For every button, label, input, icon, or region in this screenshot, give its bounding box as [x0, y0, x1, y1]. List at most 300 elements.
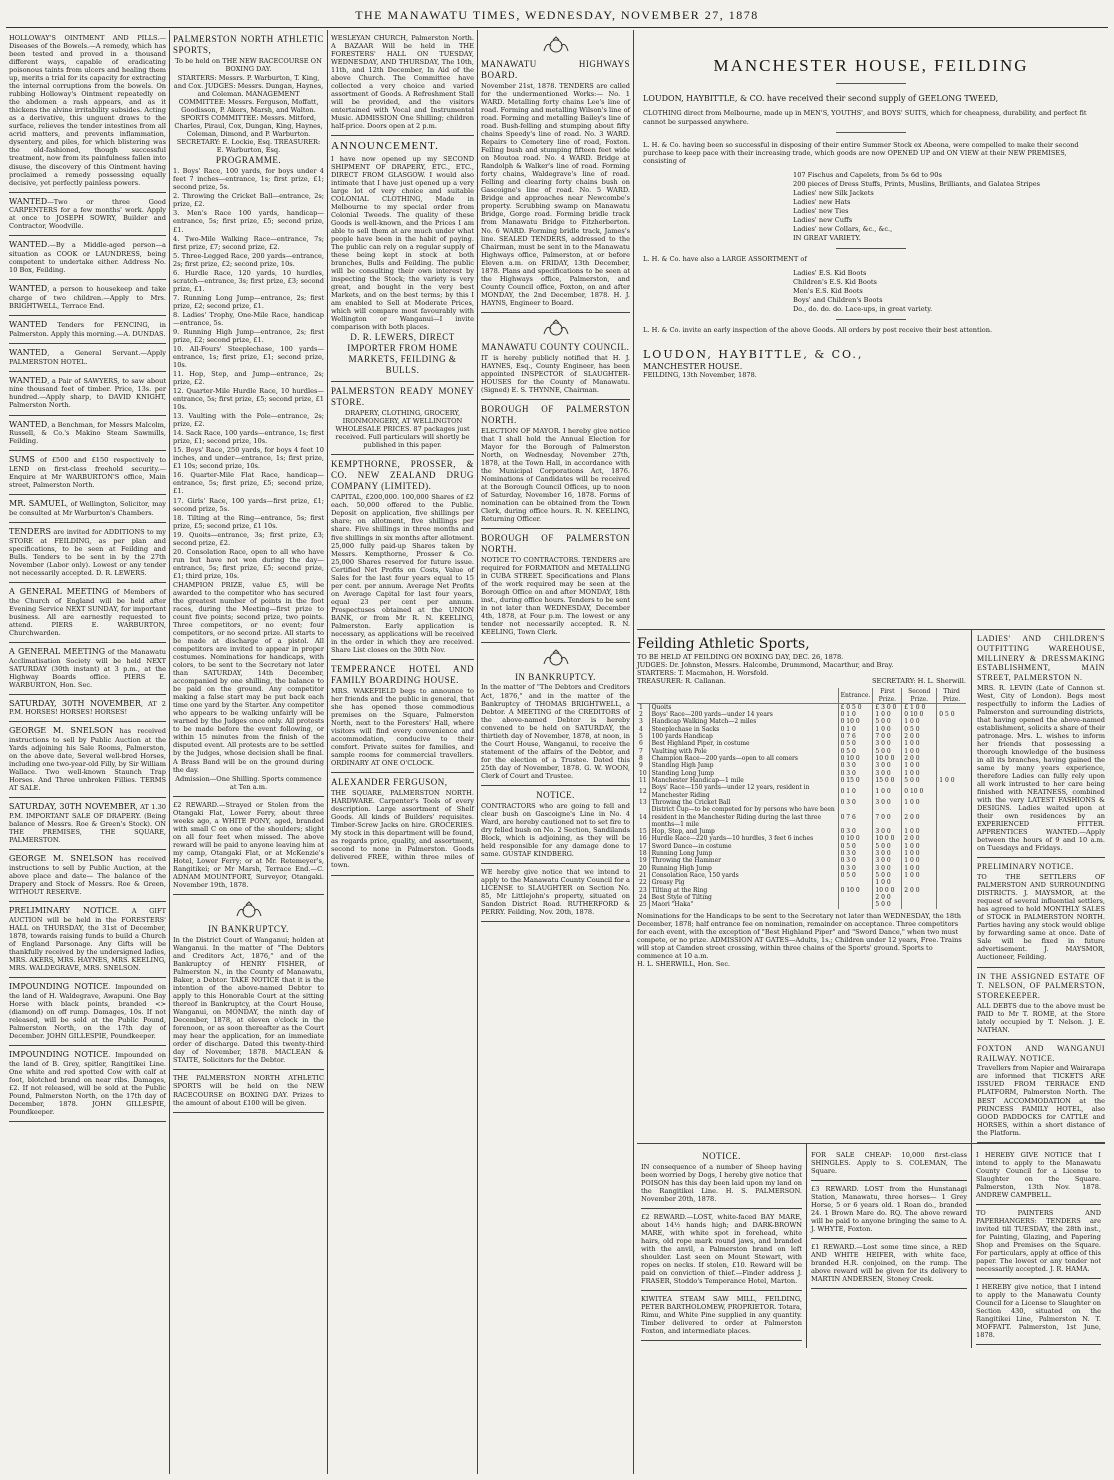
ready-money-heading: PALMERSTON READY MONEY STORE.: [331, 386, 474, 408]
table-cell: 0 3 0: [838, 850, 873, 857]
table-row: [637, 726, 966, 733]
champion-prize: CHAMPION PRIZE, value £5, will be awarded to the competitor who has secured the greatest number of points in the foot races, during the Meeting—first prize to count five points; second prize, two points. Three competitors, or no event; four competitors, or no second prize. All starts to be made at discharge of a pistol. All competitors are invited to appear in proper costumes. Nominations for handicaps, with colors, to be sent to the Secretary not later than SATURDAY, 14th December, accompanied by one shilling, the balance to be paid on the ground. Any competitor making a false start may be put back each time one yard by the Starter. Any competitor who appears to be walking unfairly will be warned by the Judges once only. All protests to be made before the event following, or within 15 minutes from the finish of the disputed event. All protests are to be settled by the Judges, whose decision shall be final. A Brass Band will be on the ground during the day.: [173, 580, 324, 774]
table-cell: 1: [639, 703, 643, 711]
right-column-ad: [977, 630, 1105, 858]
table-cell: Manchester Handicap—1 mile: [649, 777, 838, 784]
table-row: [637, 733, 966, 740]
goods-item: Ladies' new Hats: [793, 197, 851, 206]
classified-text: [9, 284, 166, 310]
manchester-invite: L. H. & Co. invite an early inspection of the above Goods. All orders by post receive their best attention.: [643, 326, 993, 335]
column-2: [170, 30, 328, 1474]
table-row: [637, 784, 966, 799]
table-cell: [937, 762, 966, 769]
table-cell: [937, 879, 966, 886]
table-cell: [937, 901, 966, 908]
table-row: [637, 718, 966, 725]
table-cell: 3 0 0: [873, 865, 902, 872]
header-third: Third Prize.: [937, 688, 966, 703]
shingles-ad: [811, 1147, 967, 1181]
boots-heading: L. H. & Co. have also a LARGE ASSORTMENT of: [643, 254, 807, 263]
wide-section: [634, 30, 1108, 1474]
classified-text: [9, 906, 166, 972]
classified-text: [9, 982, 166, 1040]
table-row: [637, 806, 966, 828]
classified-ad: [9, 451, 166, 495]
table-cell: 5 0 0: [902, 777, 937, 784]
classified-heading: TENDERS: [9, 526, 51, 536]
table-cell: [838, 894, 873, 901]
highways-heading: MANAWATU HIGHWAYS BOARD.: [481, 59, 630, 80]
classified-body: , AT 1.30 P.M. IMPORTANT SALE OF DRAPERY. (Being balance of Messrs. Roe & Green's Stock). ON THE PREMISES, THE SQUARE, PALMERSTON.: [9, 803, 166, 845]
manchester-intro: LOUDON, HAYBITTLE, & CO. have received their second supply of GEELONG TWEED,: [643, 93, 999, 103]
kiwitea-text: KIWITEA STEAM SAW MILL, FEILDING, PETER BARTHOLOMEW, PROPRIETOR. Totara, Rimu, and White Pine supplied in any quantity. Timber delivered to order at Palmerston Foxton, and intermediate places.: [641, 1295, 802, 1336]
table-cell: 1 0 0: [902, 865, 937, 872]
table-cell: 22: [639, 879, 647, 887]
table-cell: 1 0 0: [873, 711, 902, 718]
table-cell: 0 10 0: [902, 784, 937, 799]
classified-ad: [9, 344, 166, 372]
table-cell: 0 3 0: [838, 762, 873, 769]
fisher-bankruptcy-ad: [173, 895, 324, 1070]
classified-body: has received instructions to sell by Public Auction at the Yards adjoining his Sale Rooms, Palmerston, on the above date, Several well-bred Horses, including one two-year-old Filly, by Sir William Wallace. Two well-known Staunch Trap Horses. And Three unbroken Fillies. TERMS AT SALE.: [9, 727, 166, 793]
table-cell: [937, 755, 966, 762]
manchester-title: MANCHESTER HOUSE, FEILDING: [713, 56, 1029, 75]
table-cell: [937, 733, 966, 740]
table-cell: 16: [639, 835, 647, 843]
table-cell: 0 1 0: [838, 726, 873, 733]
table-cell: Throwing the Hammer: [649, 857, 838, 864]
table-row: [637, 857, 966, 864]
table-cell: Best Style of Tilting: [649, 894, 838, 901]
classified-ad: [9, 416, 166, 452]
classified-ad: [9, 643, 166, 695]
boots-item: Do., do. do. do. Lace-ups, in great variety.: [793, 305, 933, 314]
table-cell: [937, 799, 966, 806]
table-cell: [937, 806, 966, 828]
programme-item: 2. Throwing the Cricket Ball—entrance, 2s; prize, £2.: [173, 192, 324, 209]
table-row: [637, 828, 966, 835]
table-cell: 5: [639, 733, 643, 741]
classified-ad: [9, 695, 166, 723]
brightwell-bankruptcy-ad: [481, 643, 630, 786]
table-cell: 25: [639, 901, 647, 909]
table-row: [637, 748, 966, 755]
bottom-row: [637, 1143, 1105, 1349]
table-cell: 5 0 0: [873, 901, 902, 908]
classified-heading: IMPOUNDING NOTICE: [9, 982, 109, 992]
table-cell: 0 10 0: [838, 887, 873, 894]
table-cell: [937, 703, 966, 711]
feilding-secretary: SECRETARY: H. L. Sherwill.: [872, 677, 966, 686]
table-cell: 3 0 0: [873, 857, 902, 864]
table-cell: Standing Long Jump: [649, 770, 838, 777]
classified-body: , a person to housekeep and take charge of two children.—Apply to Mrs. BRIGHTWELL, Terrace End.: [9, 285, 166, 311]
contractors-text: NOTICE TO CONTRACTORS. TENDERS are required for FORMATION and METALLING in CUBA STREET. Specifications and Plans of the work required may be seen at the Borough Office on and after MONDAY, 18th inst., during office hours. Tenders to be sent in not later than WEDNESDAY, December 4th, 1878, at Four p.m. The lowest or any tender not necessarily accepted. R. N. KEELING, Town Clerk.: [481, 556, 630, 637]
council-heading: MANAWATU COUNTY COUNCIL.: [481, 341, 630, 352]
classified-text: [9, 499, 166, 517]
table-cell: 0 5 0: [838, 748, 873, 755]
table-row: [637, 887, 966, 894]
classified-body: , a General Servant.—Apply PALMERSTON HOTEL.: [9, 348, 166, 366]
table-cell: 19: [639, 857, 647, 865]
table-cell: 3 0 0: [873, 740, 902, 747]
table-cell: Tilting at the Ring: [649, 887, 838, 894]
right-column: [972, 630, 1105, 1143]
campbell-license-ad: [976, 1147, 1101, 1205]
sports-reminder-ad: [173, 1070, 324, 1112]
classified-text: [9, 320, 166, 338]
table-cell: 3 0 0: [873, 828, 902, 835]
table-cell: 1 0 0: [902, 857, 937, 864]
temperance-heading: TEMPERANCE HOTEL AND FAMILY BOARDING HOUSE.: [331, 663, 474, 685]
classified-ad: [9, 902, 166, 978]
right-column-heading: FOXTON AND WANGANUI RAILWAY. NOTICE.: [977, 1043, 1105, 1063]
sports-reminder-text: THE PALMERSTON NORTH ATHLETIC SPORTS will be held on the NEW RACECOURSE on BOXING DAY. Prizes to the amount of about £100 will be given.: [173, 1074, 324, 1107]
manchester-house: MANCHESTER HOUSE.: [643, 361, 743, 371]
pony-reward-text: £2 REWARD.—Strayed or Stolen from the Otangaki Flat, Lower Ferry, about three weeks ago, a WHITE PONY, aged, branded with small C on one of the shoulders; slight on all four feet when missed. The above reward will be paid to anyone leaving him at my camp, Otangaki Flat, or at McKenzie's Hotel, Lower Ferry; or at Mr. Retemeyer's, Rangitikei; or Mr Marsh, Terrace End.—C. ADNAM MOUNTFORT, Surveyor, Otangaki. November 19th, 1878.: [173, 800, 324, 889]
classified-ad: [9, 798, 166, 850]
table-cell: 6: [639, 740, 643, 748]
table-cell: 5 0 0: [873, 843, 902, 850]
table-cell: [902, 879, 937, 886]
table-cell: 1 0 0: [873, 726, 902, 733]
feilding-treasurer: TREASURER: R. Callanan.: [637, 677, 726, 686]
classified-heading: SUMS: [9, 455, 35, 465]
shingles-text: FOR SALE CHEAP: 10,000 first-class SHINGLES. Apply to S. COLEMAN, The Square.: [811, 1150, 967, 1175]
table-row: [637, 703, 966, 711]
kempthorne-ad: [331, 455, 474, 660]
pony-reward-ad: [173, 797, 324, 895]
lewers-signature: D. R. LEWERS, DIRECT IMPORTER FROM HOME MARKETS, FEILDING & BULLS.: [347, 332, 458, 376]
classified-ad: [9, 280, 166, 316]
table-cell: Boys' Race—150 yards—under 12 years, resident in Manchester Riding: [649, 784, 838, 799]
moffatt-license-text: I HEREBY give notice, that I intend to apply to the Manawatu County Council for a License to Slaughter on Section 430, situated on the Rangitikei Line, Palmerston N. T. MOFFATT. Palmerston, 1st June, 1878.: [976, 1283, 1101, 1340]
sports-ad: [173, 30, 324, 797]
programme-item: 20. Consolation Race, open to all who have run but have not won during the day—entrance, 5s; first prize, £5; second prize, £1; third prize, 10s.: [173, 547, 324, 580]
classified-ad: [9, 722, 166, 798]
bazaar-text: WESLEYAN CHURCH, Palmerston North. A BAZAAR Will be held in THE FORESTERS' HALL ON TUESDAY, WEDNESDAY, AND THURSDAY, The 10th, 11th, and 12th December, In Aid of the above Church. The Committee have collected a very choice and varied assortment of Goods. A Refreshment Stall will be provided, and the visitors entertained with Vocal and Instrumental Music. ADMISSION One Shilling; children half-price. Doors open at 2 p.m.: [331, 34, 474, 131]
table-cell: 2 0 0: [902, 755, 937, 762]
table-cell: 0 5 0: [838, 740, 873, 747]
classified-text: [9, 348, 166, 366]
table-cell: 0 15 0: [838, 777, 873, 784]
kiwitea-ad: [641, 1291, 802, 1341]
table-cell: 0 1 0: [838, 784, 873, 799]
table-cell: 2 0 0: [902, 806, 937, 828]
goods-item: Ladies' new Silk Jackets: [793, 188, 874, 197]
table-cell: Running High Jump: [649, 865, 838, 872]
programme-heading: PROGRAMME.: [215, 155, 282, 166]
table-cell: [902, 901, 937, 908]
classified-ad: [9, 850, 166, 902]
bottom-col-2: [807, 1144, 972, 1349]
table-cell: District Cup—to be competed for by persons who have been resident in the Manchester Riding during the last three months—1 mile: [649, 806, 838, 828]
goods-item: 107 Fischus and Capelets, from 5s 6d to 90s: [793, 170, 942, 179]
right-column-ad: [977, 968, 1105, 1040]
programme-item: 19. Quoits—entrance, 3s; first prize, £3; second prize, £2.: [173, 530, 324, 547]
right-column-heading: LADIES' AND CHILDREN'S OUTFITTING WAREHOUSE, MILLINERY & DRESSMAKING ESTABLISHMENT, MAIN STREET, PALMERSTON N.: [977, 634, 1105, 682]
table-cell: 3 0 0: [873, 770, 902, 777]
table-cell: 3: [639, 718, 643, 726]
classified-ad: [9, 978, 166, 1046]
classified-ad: [9, 1046, 166, 1122]
table-cell: [937, 726, 966, 733]
divider: [836, 83, 906, 84]
table-cell: 0 7 6: [838, 806, 873, 828]
classified-heading: WANTED: [9, 419, 48, 429]
manchester-house-ad: [637, 30, 1105, 630]
table-cell: Quoits: [649, 703, 838, 711]
table-cell: 0 5 0: [838, 843, 873, 850]
council-ad: [481, 313, 630, 400]
table-cell: 7 0 0: [873, 733, 902, 740]
ready-money-text: DRAPERY, CLOTHING, GROCERY, IRONMONGERY, AT WELLINGTON WHOLESALE PRICES. 87 packages just received. Full particulars will shortly be published in this paper.: [335, 409, 470, 450]
right-column-text: ALL DEBTS due to the above must be PAID to Mr T. ROME, at the Store lately occupied by T. Nelson. J. E. NATHAN.: [977, 1001, 1105, 1034]
table-cell: 20: [639, 864, 647, 872]
announcement-text: I have now opened up my SECOND SHIPMENT OF DRAPERY, ETC., ETC., DIRECT FROM GLASGOW. I would also intimate that I have just opened up a very large lot of very choice and suitable COLONIAL CLOTHING, Made in Melbourne to my special order from Colonial Tweeds. The quality of these Goods is well-known, and the Prices I am able to sell them at are much under what people have been in the habit of paying. The public can rely on a regular supply of these being kept in stock at both branches, Bulls and Feilding. The public will be consulting their own interest by inspecting the Stock; the variety is very great, and bought in the very best Markets, and on the best terms; by this I am enabled to Sell at Moderate Prices, which will compare most favourably with Wellington or Wanganui—I invite comparison with both places.: [331, 154, 474, 332]
table-cell: 1 0 0: [902, 762, 937, 769]
table-row: [637, 879, 966, 886]
table-cell: [937, 857, 966, 864]
programme-item: 12. Quarter-Mile Hurdle Race, 10 hurdles—entrance, 5s; first prize, £5; second prize, £1 10s.: [173, 387, 324, 412]
programme-item: 16. Quarter-Mile Flat Race, handicap—entrance, 5s; first prize, £5; second prize, £1.: [173, 471, 324, 496]
table-cell: 15 0 0: [873, 777, 902, 784]
table-cell: 7 0 0: [873, 806, 902, 828]
goods-item: Ladies' new Ties: [793, 206, 849, 215]
classified-text: [9, 527, 166, 577]
temperance-text: MRS. WAKEFIELD begs to announce to her friends and the public in general, that she has opened those commodious premises on the Square, Palmerston North, next to the Foresters' Hall, where visitors will find every convenience and accommodation, conducive to their comfort. Private suites for families, and sample rooms for commercial travellers. ORDINARY AT ONE O'CLOCK.: [331, 686, 474, 768]
right-column-heading: IN THE ASSIGNED ESTATE OF T. NELSON, OF PALMERSTON, STOREKEEPER.: [977, 971, 1105, 1000]
contractors-ad: [481, 529, 630, 642]
royal-arms-icon: [539, 35, 573, 57]
table-cell: 0 3 0: [838, 857, 873, 864]
divider: [836, 132, 906, 133]
feilding-sports-ad: [637, 630, 972, 1143]
classified-ad: [9, 30, 166, 193]
table-cell: 2 0 0: [902, 835, 937, 842]
feilding-sign: H. L. SHERWILL, Hon. Sec.: [637, 959, 731, 968]
classified-body: . Impounded on the land of H. Waldegrave, Awapuni. One Bay Horse with black points, branded <> (diamond) on off rump. Damages, 10s. If not released, will be sold at the Public Pound, Palmerston North, on the 17th day of December. JOHN GILLESPIE, Poundkeeper.: [9, 983, 167, 1040]
table-cell: 1 0 0: [902, 718, 937, 725]
mayor-election-text: ELECTION OF MAYOR. I hereby give notice that I shall hold the Annual Election for Mayor for the Borough of Palmerston North, on Wednesday, November 27th, 1878, at the Town Hall, in accordance with the Municipal Corporations Act, 1876. Nominations of Candidates will be received at the Borough Council Offices, up to noon of Saturday, November 16, 1878. Forms of nomination can be obtained from the Town Clerk, during office hours. R. N. KEELING, Returning Officer.: [481, 426, 630, 524]
temperance-ad: [331, 660, 474, 773]
boots-list: [793, 269, 1099, 313]
classified-text: [9, 802, 166, 844]
table-cell: 1 0 0: [873, 784, 902, 799]
heifer-reward-ad: [811, 1239, 967, 1289]
table-cell: [937, 835, 966, 842]
programme-item: 1. Boys' Race, 100 yards, for boys under 4 feet 7 inches—entrance, 1s; first prize, £1; second prize, 5s.: [173, 167, 324, 192]
table-cell: [937, 887, 966, 894]
table-row: [637, 799, 966, 806]
prize-table-header: [637, 688, 966, 703]
royal-arms-icon: [232, 900, 266, 922]
classified-ad: [9, 236, 166, 280]
table-cell: 0 3 0: [838, 828, 873, 835]
classified-ad: [9, 583, 166, 643]
table-cell: Maori "Haka": [649, 901, 838, 908]
right-column-text: MRS. R. LEVIN (Late of Cannon st. West, City of London). Begs most respectfully to inform the Ladies of Palmerston and surrounding districts, that having opened the above-named establishment, solicits a share of their patronage. Mrs. L. wishes to inform her friends that possessing a thorough knowledge of the business in all its branches, having gained the same by many years experience, therefore Ladies can fully rely upon all work intrusted to her care being finished with NEATNESS, combined with the very LATEST FASHIONS & DESIGNS. Ladies waited upon at their own residences by an EXPERIENCED FITTER. APPRENTICES WANTED.—Apply between the hours of 9 and 10 a.m. on Tuesdays and Fridays.: [977, 683, 1105, 853]
feilding-sports-sub: TO BE HELD AT FEILDING ON BOXING DAY, DEC. 26, 1878.: [637, 653, 844, 662]
goods-item: Ladies' new Collars, &c., &c.,: [793, 224, 893, 233]
table-cell: 5 0 0: [873, 748, 902, 755]
horses-reward-text: £3 REWARD. LOST from the Hunstanagi Station, Manawatu, three horses— 1 Grey Horse, 5 or 6 years old. 1 Roan do., branded 24. 1 Brown Mare do. RQ. The above reward will be paid to anyone bringing the same to A. J. WHYTE, Foxton.: [811, 1184, 967, 1233]
table-cell: 1 0 0: [902, 770, 937, 777]
table-cell: 12: [639, 787, 647, 795]
manchester-date: FEILDING, 13th November, 1878.: [643, 371, 757, 380]
goods-item: Ladies' new Cuffs: [793, 215, 853, 224]
table-row: [637, 850, 966, 857]
table-cell: 10 0 0: [873, 755, 902, 762]
programme-item: 13. Vaulting with the Pole—entrance, 2s; prize, £2.: [173, 412, 324, 429]
prize-table: [637, 688, 966, 908]
table-cell: Running Long Jump: [649, 850, 838, 857]
poison-notice-text: IN consequence of a number of Sheep having been worried by Dogs, I hereby give notice that POISON has this day been laid upon my land on the Rangitikei Line. H. S. PALMERSON. November 20th, 1878.: [641, 1162, 802, 1203]
table-row: [637, 755, 966, 762]
manchester-firm: LOUDON, HAYBITTLE, & CO.,: [643, 348, 864, 362]
table-row: [637, 835, 966, 842]
classified-ad: [9, 495, 166, 523]
feilding-sports-title: Feilding Athletic Sports,: [637, 636, 810, 652]
table-cell: 2: [639, 711, 643, 719]
table-cell: [902, 894, 937, 901]
painters-ad: [976, 1205, 1101, 1279]
classified-text: [9, 197, 166, 231]
column-4: [478, 30, 634, 1474]
classified-body: Tenders for FENCING, in Palmerston. Apply this morning.—A. DUNDAS.: [9, 321, 166, 338]
kempthorne-text: CAPITAL, £200,000. 100,000 Shares of £2 each. 50,000 offered to the Public. Deposit on application, five shillings per share; on allotment, five shillings per share. Five shillings in three months and five shillings in six months after allotment. 25,000 fully paid-up Shares taken by Messrs. Kempthorne, Prosser & Co. 25,000 Shares reserved for future issue. Certified Net Profits on Costs, Value of Sales for the last four years equal to 15 per cent. per annum. Average Net Profits on Average Capital for last four years, equal 23 per cent per annum. Prospectuses obtained at the UNION BANK, or from Mr R. N. KEELING, Palmerston. Early application is necessary, as applications will be received in the order in which they are received. Share List closes on the 30th Nov.: [331, 493, 474, 654]
table-cell: 0 10 0: [838, 835, 873, 842]
kindberg-notice-ad: [481, 786, 630, 864]
programme-item: 4. Two-Mile Walking Race—entrance, 7s; first prize, £7; second prize, £2.: [173, 234, 324, 251]
classified-heading: PRELIMINARY NOTICE: [9, 906, 118, 916]
classified-heading: A GENERAL MEETING: [9, 586, 109, 596]
mayor-election-ad: [481, 400, 630, 529]
table-cell: [937, 784, 966, 799]
fisher-bankruptcy-heading: IN BANKRUPTCY.: [208, 923, 289, 934]
classified-body: of £500 and £150 respectively to LEND on first-class freehold security.—Enquire at Mr WARBURTON'S office, Main street, Palmerston North.: [9, 456, 166, 490]
table-cell: Sword Dance—in costume: [649, 843, 838, 850]
table-cell: 0 5 0: [838, 872, 873, 879]
table-row: [637, 762, 966, 769]
ready-money-ad: [331, 382, 474, 455]
table-cell: 0 7 6: [838, 733, 873, 740]
campbell-license-text: I HEREBY GIVE NOTICE that I intend to apply to the Manawatu County Council for a License to Slaughter on the Square. Palmerston, 13th Nov. 1878. ANDREW CAMPBELL.: [976, 1150, 1101, 1199]
classified-ad: [9, 372, 166, 416]
sports-intro: To be held on THE NEW RACECOURSE ON BOXING DAY.: [175, 56, 322, 73]
table-cell: £ 1 0 0: [902, 703, 937, 711]
classified-body: , a Benchman, for Messrs Malcolm, Russell, & Co.'s Makino Steam Sawmills, Feilding.: [9, 420, 166, 446]
classified-heading: WANTED: [9, 320, 48, 330]
classified-heading: A GENERAL MEETING: [9, 646, 106, 656]
table-cell: 2 0 0: [873, 894, 902, 901]
royal-arms-icon: [539, 318, 573, 340]
classified-body: .—By a Middle-aged person—a situation as COOK or LAUNDRESS, being competent to undertake either. Address No. 10 Box, Feilding.: [9, 241, 166, 275]
classified-body: , of Wellington, Solicitor, may be consulted at Mr Warburton's Chambers.: [9, 500, 166, 517]
table-cell: 9: [639, 762, 643, 770]
classified-text: [9, 647, 166, 689]
table-cell: Consolation Race, 150 yards: [649, 872, 838, 879]
table-row: [637, 894, 966, 901]
announcement-heading: ANNOUNCEMENT.: [331, 140, 439, 153]
classified-text: [9, 376, 166, 410]
boots-item: Ladies' E.S. Kid Boots: [793, 268, 867, 277]
poison-notice-heading: NOTICE.: [702, 1150, 741, 1161]
programme-item: 3. Men's Race 100 yards, handicap—entrance, 5s; first prize, £5; second prize, £1.: [173, 209, 324, 234]
classified-heading: WANTED: [9, 240, 48, 250]
table-cell: [838, 901, 873, 908]
table-cell: [937, 850, 966, 857]
right-column-text: TO THE SETTLERS OF PALMERSTON AND SURROUNDING DISTRICTS. J. MAYSMOR, at the request of several influential settlers, has agreed to hold MONTHLY SALES of STOCK in PALMERSTON NORTH. Parties having any stock would oblige by forwarding same at once. Date of Sale will be fixed in future advertisement. J. MAYSMOR, Auctioneer, Feilding.: [977, 873, 1105, 962]
lower-wide: [637, 630, 1105, 1143]
table-cell: 3 0 0: [873, 762, 902, 769]
right-column-ad: [977, 858, 1105, 967]
programme-item: 5. Three-Legged Race, 200 yards—entrance, 2s; first prize, £2; second prize, 10s.: [173, 251, 324, 268]
table-cell: 0 3 0: [838, 865, 873, 872]
table-cell: Handicap Walking Match—2 miles: [649, 718, 838, 725]
kindberg-heading: NOTICE.: [536, 789, 575, 800]
table-row: [637, 740, 966, 747]
table-cell: Boys' Race—200 yards—under 14 years: [649, 711, 838, 718]
goods-item: IN GREAT VARIETY.: [793, 233, 861, 242]
classified-heading: WANTED: [9, 347, 48, 357]
sports-admission: Admission—One Shilling. Sports commence at Ten a.m.: [175, 774, 322, 791]
table-cell: 1 0 0: [902, 799, 937, 806]
announcement-ad: [331, 136, 474, 382]
manchester-success: L. H. & Co. having been so successful in disposing of their entire Summer Stock ex Abeona, were compelled to make their second purchase to keep pace with their increasing trade, which goods are now OPENED UP and ON VIEW at their NEW PREMISES, consisting of: [643, 140, 1079, 165]
table-cell: Champion Race—200 yards—open to all comers: [649, 755, 838, 762]
header-first: First Prize.: [873, 688, 902, 703]
table-row: [637, 777, 966, 784]
table-cell: Hop, Step, and Jump: [649, 828, 838, 835]
table-cell: [937, 770, 966, 777]
table-row: [637, 872, 966, 879]
fisher-bankruptcy-text: In the District Court of Wanganui; holden at Wanganui. In the matter of "The Debtors and Creditors Act, 1876," and of the Bankruptcy of HENRY FISHER, of Palmerston N., in the County of Manawatu, Baker, a Debtor. TAKE NOTICE that it is the intention of the above-named Debtor to apply to this Honorable Court at the sitting thereof in Bankruptcy, at the Court House, Wanganui, on MONDAY, the ninth day of December, 1878, at eleven o'clock in the forenoon, or as soon thereafter as the Court may hear the application, for an immediate order of discharge. Dated this twenty-third day of November, 1878. MACLEAN & STAITE, Solicitors for the Debtor.: [173, 935, 324, 1065]
header-event: [637, 688, 838, 703]
table-cell: 1 0 0: [902, 748, 937, 755]
mayor-election-heading: BOROUGH OF PALMERSTON NORTH.: [481, 403, 630, 425]
table-cell: Vaulting with Pole: [649, 748, 838, 755]
right-column-text: Travellers from Napier and Wairarapa are informed that TICKETS ARE ISSUED FROM TERRACE END PLATFORM, Palmerston North. The BEST ACCOMMODATION at the PRINCESS FAMILY HOTEL, also GOOD PADDOCKS for CATTLE and HORSES, within a short distance of the Platform.: [977, 1064, 1106, 1137]
columns: [6, 30, 1108, 1474]
table-row: [637, 865, 966, 872]
masthead: THE MANAWATU TIMES, WEDNESDAY, NOVEMBER 27, 1878: [6, 6, 1108, 28]
classified-body: —Two or three Good CARPENTERS for a few months' work. Apply at once to JOSEPH SOWRY, Builder and Contractor, Woodville.: [9, 197, 166, 231]
classified-text: [9, 420, 166, 446]
ferguson-heading: ALEXANDER FERGUSON,: [331, 777, 448, 788]
table-cell: 1 0 0: [902, 843, 937, 850]
table-cell: 1 0 0: [873, 879, 902, 886]
bottom-col-1: [637, 1144, 807, 1349]
classified-text: [9, 726, 166, 792]
table-cell: [838, 879, 873, 886]
classified-body: of Members of the Church of England will be held after Evening Service NEXT SUNDAY, for important business. All are earnestly requested to attend. PIERS E. WARBURTON, Churchwarden.: [9, 587, 166, 637]
table-cell: Hurdle Race—220 yards—10 hurdles, 3 feet 6 inches: [649, 835, 838, 842]
table-cell: 10: [639, 769, 647, 777]
manchester-clothing: CLOTHING direct from Melbourne, made up in MEN'S, YOUTHS', and BOYS' SUITS, which for cheapness, durability, and perfect fit cannot be surpassed anywhere.: [643, 109, 1087, 126]
classified-heading: SATURDAY, 30TH NOVEMBER: [9, 802, 136, 812]
classified-body: has received instructions to sell by Public Auction, at the above place and date— The balance of the Drapery and Stock of Messrs. Roe & Green, WITHOUT RESERVE.: [9, 855, 166, 897]
table-cell: 0 10 0: [838, 718, 873, 725]
slaughter-license-ad: [481, 864, 630, 922]
table-cell: 3 0 0: [873, 850, 902, 857]
programme-item: 14. Sack Race, 100 yards—entrance, 1s; first prize, £1; second prize, 10s.: [173, 429, 324, 446]
table-cell: 0 10 0: [902, 711, 937, 718]
column-3: [328, 30, 478, 1474]
table-cell: Greasy Pig: [649, 879, 838, 886]
brightwell-heading: IN BANKRUPTCY.: [515, 671, 596, 682]
table-cell: 5 0 0: [873, 718, 902, 725]
